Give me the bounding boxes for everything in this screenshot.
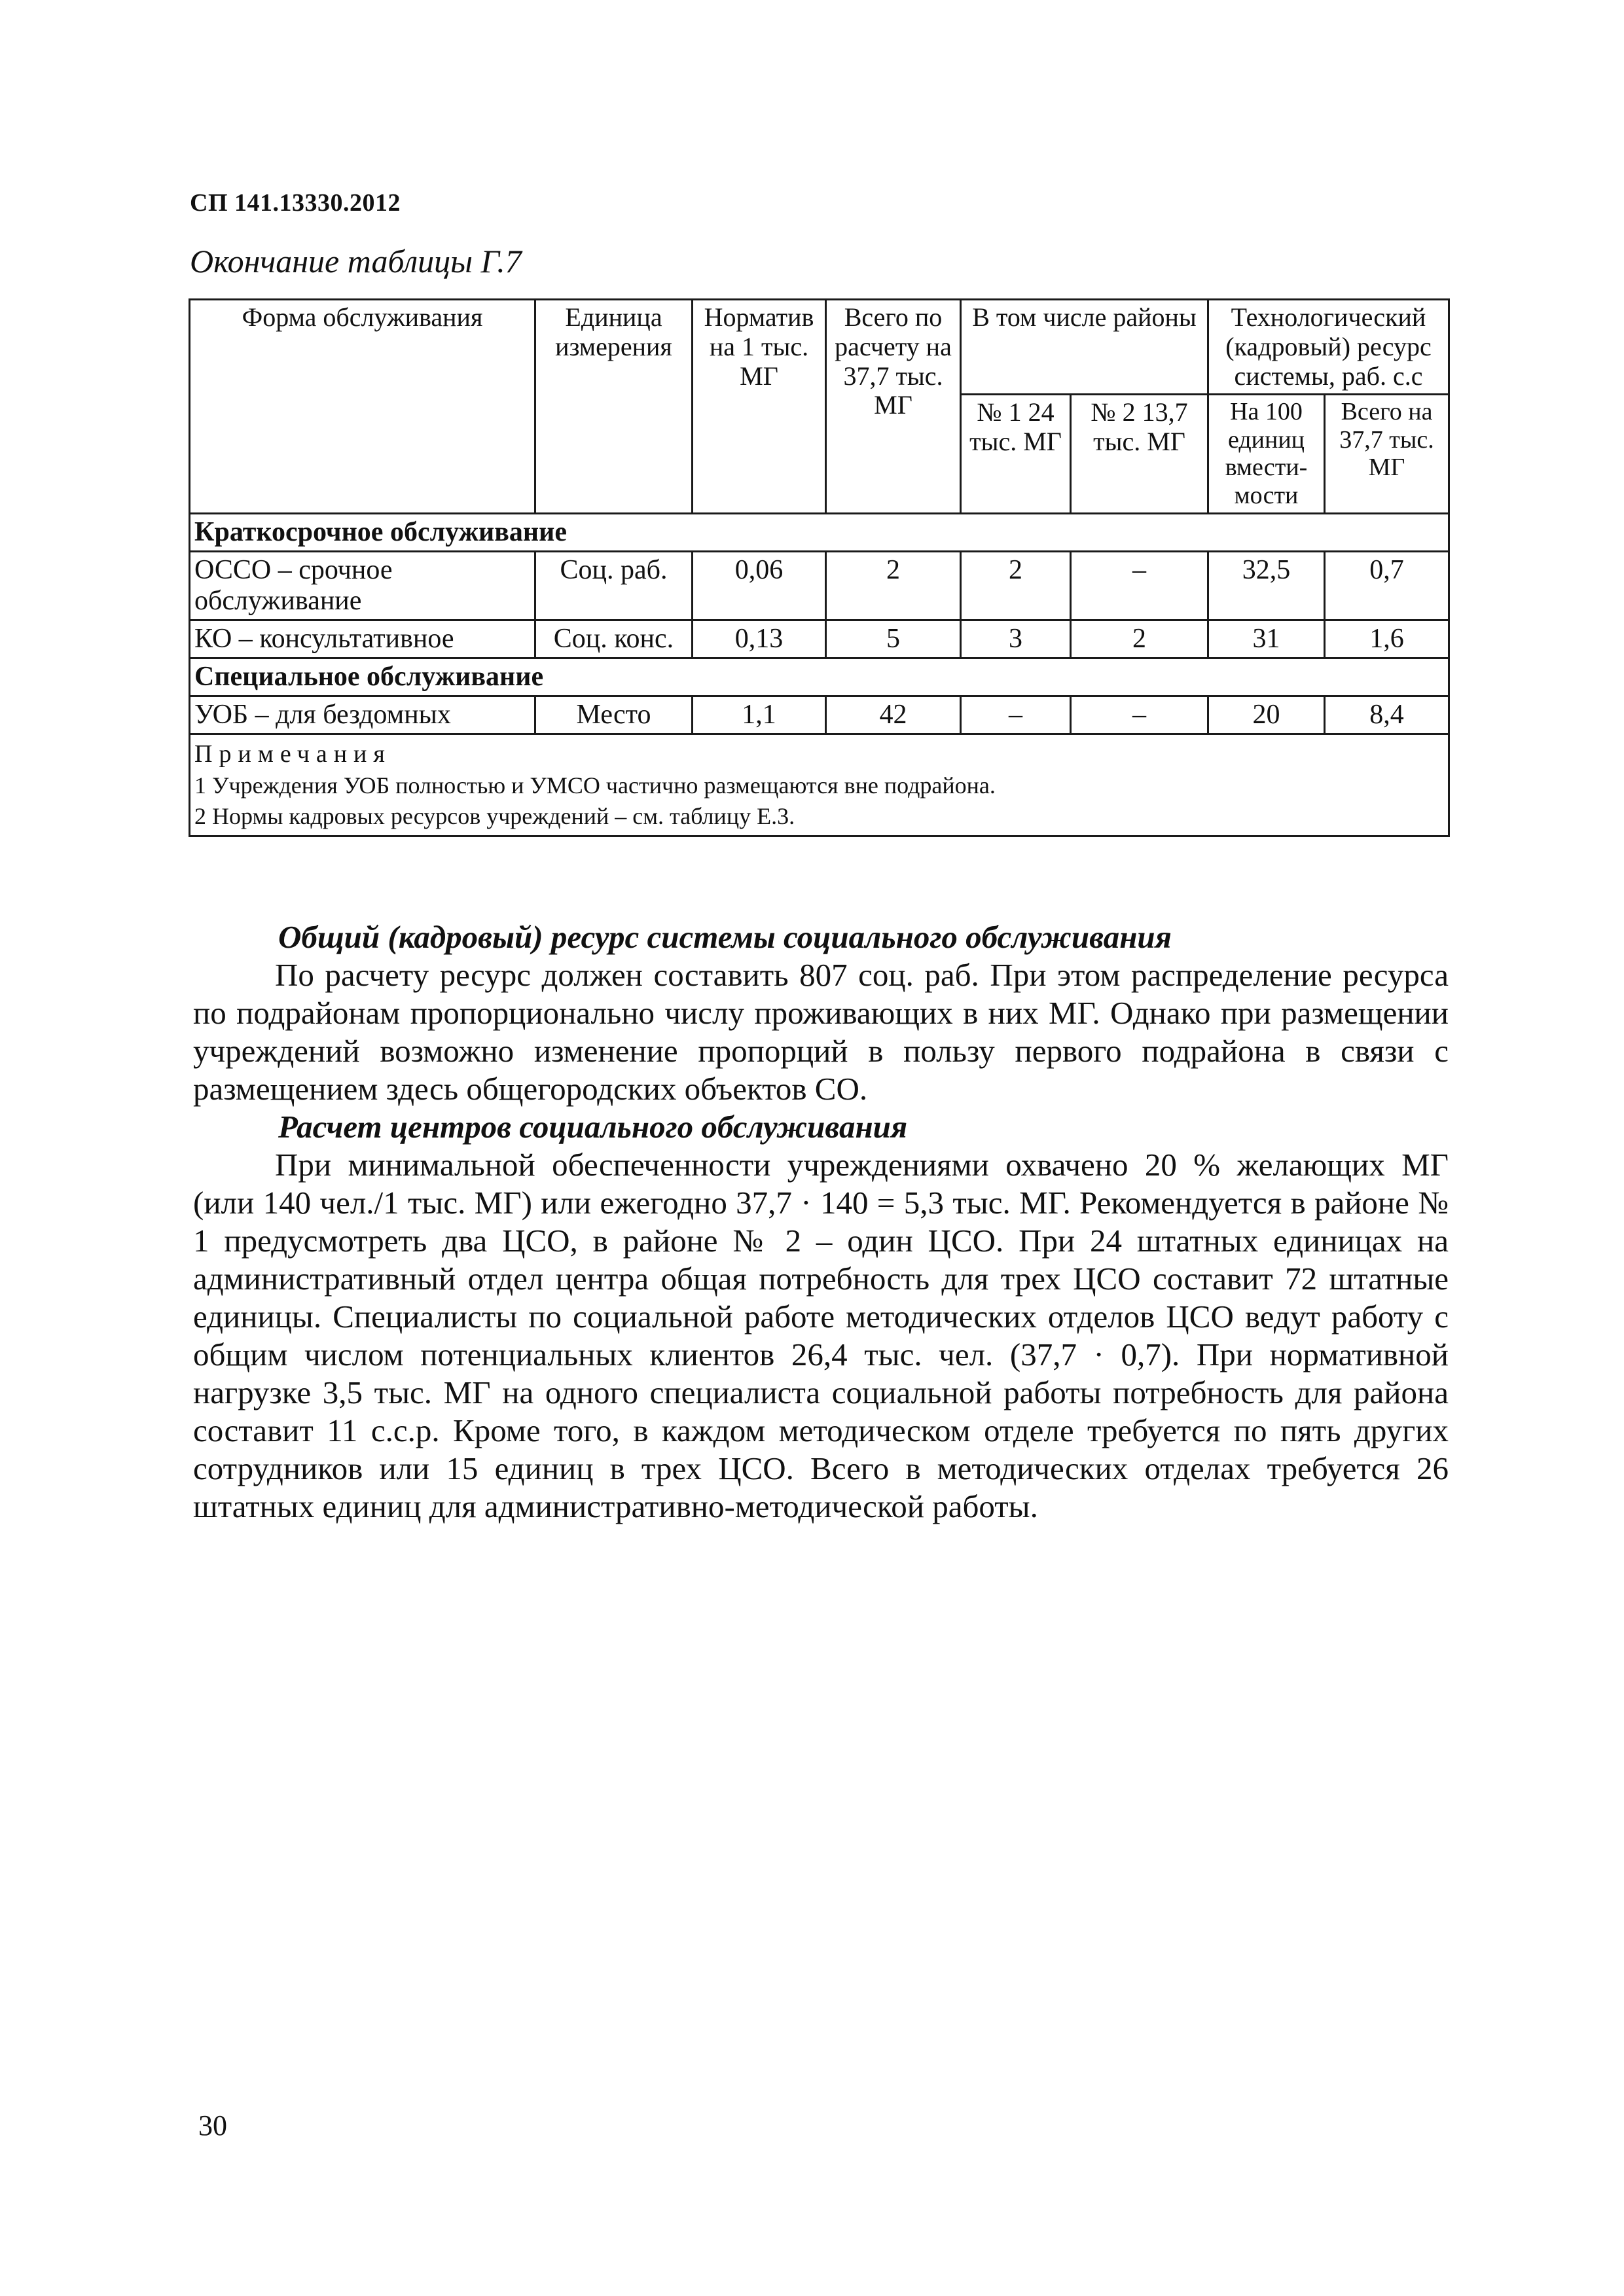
header-per-100: На 100 единиц вмести-мости xyxy=(1208,395,1325,513)
header-district-2: № 2 13,7 тыс. МГ xyxy=(1071,395,1208,513)
section-row xyxy=(190,658,1449,696)
cell-district-1: 2 xyxy=(961,551,1071,620)
section-title: Краткосрочное обслуживание xyxy=(190,513,1449,551)
cell-district-2: – xyxy=(1071,551,1208,620)
notes-row xyxy=(190,734,1449,836)
cell-tech-total: 8,4 xyxy=(1325,696,1449,734)
service-norms-table xyxy=(189,298,1450,837)
cell-unit: Соц. конс. xyxy=(535,620,693,658)
cell-norm: 0,06 xyxy=(693,551,826,620)
section-heading: Расчет центров социального обслуживания xyxy=(278,1109,908,1145)
cell-form: КО – консультативное xyxy=(190,620,535,658)
cell-form: УОБ – для бездомных xyxy=(190,696,535,734)
cell-total: 42 xyxy=(826,696,961,734)
body-paragraph: По расчету ресурс должен составить 807 соц. раб. При этом распределение ресурса по подрайонам пропорционально числу проживающих в них МГ. Однако при размещении учреждений возможно изменение пропорций в пользу первого подрайона в связи с размещением здесь общегородских объектов СО. xyxy=(193,957,1449,1107)
header-tech-resource: Технологический (кадровый) ресурс системы, раб. с.с xyxy=(1208,300,1449,395)
section-heading: Общий (кадровый) ресурс системы социального обслуживания xyxy=(278,919,1172,955)
cell-district-2: – xyxy=(1071,696,1208,734)
table-row xyxy=(190,696,1449,734)
notes-title: Примечания xyxy=(194,740,391,768)
header-form: Форма обслуживания xyxy=(190,300,535,514)
page-number: 30 xyxy=(198,2109,227,2142)
cell-form: ОССО – срочное обслуживание xyxy=(190,551,535,620)
note-item: 2 Нормы кадровых ресурсов учреждений – см. таблицу Е.3. xyxy=(194,803,795,830)
header-unit: Единица измерения xyxy=(535,300,693,514)
cell-total: 2 xyxy=(826,551,961,620)
section-row xyxy=(190,513,1449,551)
table-caption: Окончание таблицы Г.7 xyxy=(190,243,522,279)
cell-norm: 0,13 xyxy=(693,620,826,658)
cell-district-1: 3 xyxy=(961,620,1071,658)
cell-total: 5 xyxy=(826,620,961,658)
cell-per-100: 20 xyxy=(1208,696,1325,734)
header-norm: Норматив на 1 тыс. МГ xyxy=(693,300,826,514)
header-tech-total: Всего на 37,7 тыс. МГ xyxy=(1325,395,1449,513)
header-districts: В том числе районы xyxy=(961,300,1208,395)
table-header-row-1 xyxy=(190,300,1449,395)
header-total: Всего по расчету на 37,7 тыс. МГ xyxy=(826,300,961,514)
table-row xyxy=(190,551,1449,620)
cell-tech-total: 0,7 xyxy=(1325,551,1449,620)
cell-per-100: 32,5 xyxy=(1208,551,1325,620)
cell-district-2: 2 xyxy=(1071,620,1208,658)
body-text xyxy=(193,918,1449,1526)
cell-unit: Место xyxy=(535,696,693,734)
section-title: Специальное обслуживание xyxy=(190,658,1449,696)
header-district-1: № 1 24 тыс. МГ xyxy=(961,395,1071,513)
cell-norm: 1,1 xyxy=(693,696,826,734)
table-row xyxy=(190,620,1449,658)
table-notes xyxy=(190,734,1449,836)
body-paragraph: При минимальной обеспеченности учреждениями охвачено 20 % желающих МГ (или 140 чел./1 тыс. МГ) или ежегодно 37,7 · 140 = 5,3 тыс. МГ. Рекомендуется в районе № 1 предусмотреть два ЦСО, в районе № 2 – один ЦСО. При 24 штатных единицах на административный отдел центра общая потребность для трех ЦСО составит 72 штатные единицы. Специалисты по социальной работе методических отделов ЦСО ведут работу с общим числом потенциальных клиентов 26,4 тыс. чел. (37,7 · 0,7). При нормативной нагрузке 3,5 тыс. МГ на одного специалиста социальной работы потребность для района составит 11 с.с.р. Кроме того, в каждом методическом отделе требуется по пять других сотрудников или 15 единиц в трех ЦСО. Всего в методических отделах требуется 26 штатных единиц для административно-методической работы. xyxy=(193,1147,1449,1524)
cell-tech-total: 1,6 xyxy=(1325,620,1449,658)
cell-unit: Соц. раб. xyxy=(535,551,693,620)
cell-district-1: – xyxy=(961,696,1071,734)
document-code: СП 141.13330.2012 xyxy=(190,189,401,217)
note-item: 1 Учреждения УОБ полностью и УМСО частично размещаются вне подрайона. xyxy=(194,772,996,798)
cell-per-100: 31 xyxy=(1208,620,1325,658)
